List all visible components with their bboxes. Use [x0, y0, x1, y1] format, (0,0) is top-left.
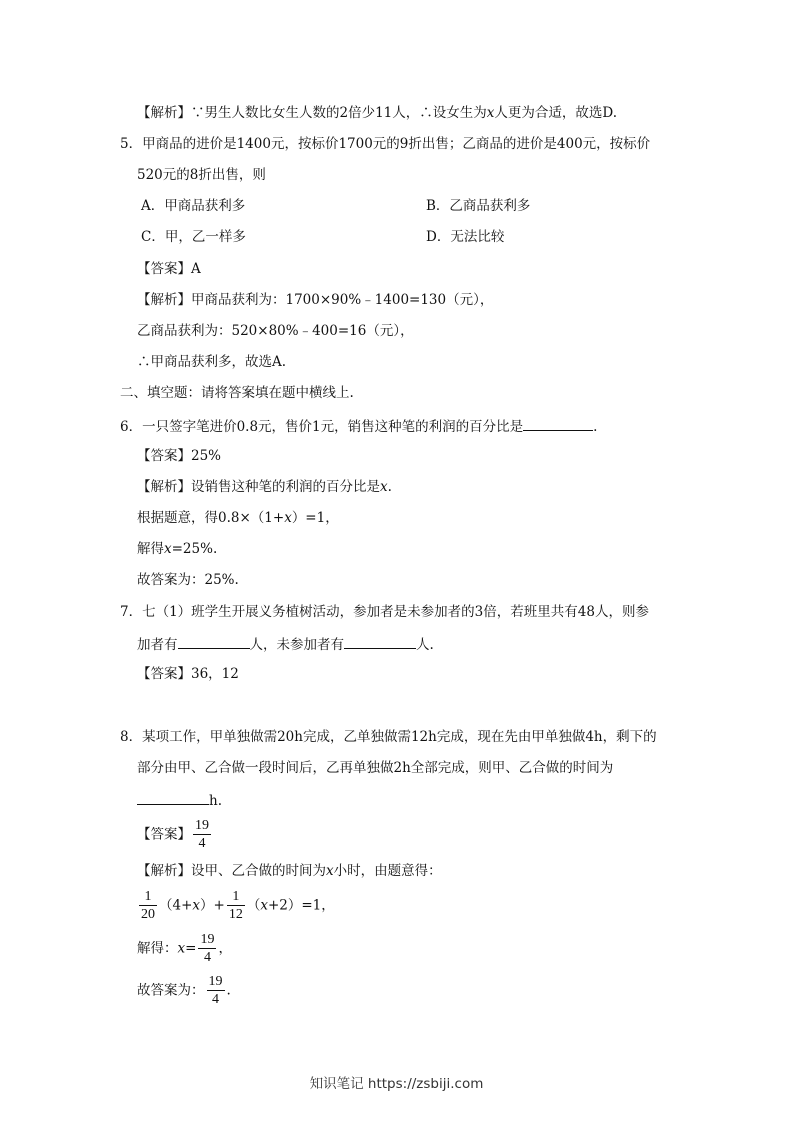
q8-final-answer: 故答案为： $\frac{19}{4}$ .: [137, 974, 231, 1007]
q6-analysis-line2: 根据题意，得0.8×（1+x）=1，: [137, 510, 339, 526]
q6-analysis-line4: 故答案为：25%.: [137, 572, 239, 588]
q8-analysis-line1: 【解析】设甲、乙合做的时间为x小时，由题意得：: [137, 863, 442, 879]
answer-blank: [137, 790, 209, 805]
q6-answer: 【答案】25%: [137, 448, 222, 464]
q5-option-d: D．无法比较: [426, 229, 505, 245]
answer-blank: [178, 634, 250, 649]
q6-analysis-line3: 解得x=25%.: [137, 541, 218, 557]
q5-analysis-line1: 【解析】甲商品获利为：1700×90%﹣1400=130（元），: [137, 292, 494, 308]
final-fraction: $\frac{19}{4}$: [208, 974, 223, 1007]
q5-analysis-line2: 乙商品获利为：520×80%﹣400=16（元），: [137, 323, 414, 339]
q8-equation: $\frac{1}{20}$ （4+x）+ $\frac{1}{12}$ （x+2）=1，: [141, 889, 335, 922]
q5-answer: 【答案】A: [137, 261, 201, 277]
q5-analysis-line3: ∴甲商品获利多，故选A.: [137, 354, 287, 370]
q5-option-b: B．乙商品获利多: [426, 198, 531, 214]
section-heading: 二、填空题：请将答案填在题中横线上.: [120, 385, 354, 401]
q7-stem-line1: 7．七（1）班学生开展义务植树活动，参加者是未参加者的3倍，若班里共有48人，则参: [120, 604, 649, 620]
q6-stem: 6．一只签字笔进价0.8元，售价1元，销售这种笔的利润的百分比是 .: [120, 416, 597, 436]
q6-analysis-line1: 【解析】设销售这种笔的利润的百分比是x.: [137, 479, 392, 495]
q5-stem-line2: 520元的8折出售，则: [137, 167, 266, 183]
answer-blank: [523, 416, 593, 431]
q8-stem-line3: h.: [137, 790, 222, 810]
analysis-label: 【解析】: [137, 105, 191, 121]
answer-fraction: $\frac{19}{4}$: [195, 818, 209, 851]
fraction-1-12: $\frac{1}{12}$: [228, 889, 243, 922]
q8-stem-line1: 8．某项工作，甲单独做需20h完成，乙单独做需12h完成，现在先由甲单独做4h，剩下的: [120, 729, 657, 745]
q8-solution: 解得：x= $\frac{19}{4}$ ，: [137, 932, 232, 965]
q5-option-c: C．甲，乙一样多: [141, 229, 246, 245]
q7-stem-line2: 加者有 人，未参加者有 人.: [137, 634, 434, 654]
solution-fraction: $\frac{19}{4}$: [200, 932, 215, 965]
footer-watermark: 知识笔记 https://zsbiji.com: [309, 1076, 484, 1092]
q5-option-a: A．甲商品获利多: [141, 198, 246, 214]
fraction-1-20: $\frac{1}{20}$: [141, 889, 155, 922]
q8-answer: 【答案】 $\frac{19}{4}$: [137, 818, 209, 851]
answer-blank: [344, 634, 416, 649]
q8-stem-line2: 部分由甲、乙合做一段时间后，乙再单独做2h全部完成，则甲、乙合做的时间为: [137, 760, 614, 776]
q7-answer: 【答案】36，12: [137, 666, 239, 682]
q5-stem-line1: 5．甲商品的进价是1400元，按标价1700元的9折出售；乙商品的进价是400元，按标价: [120, 136, 651, 152]
q4-analysis: 【解析】∵男生人数比女生人数的2倍少11人，∴设女生为x人更为合适，故选D.: [137, 105, 618, 121]
